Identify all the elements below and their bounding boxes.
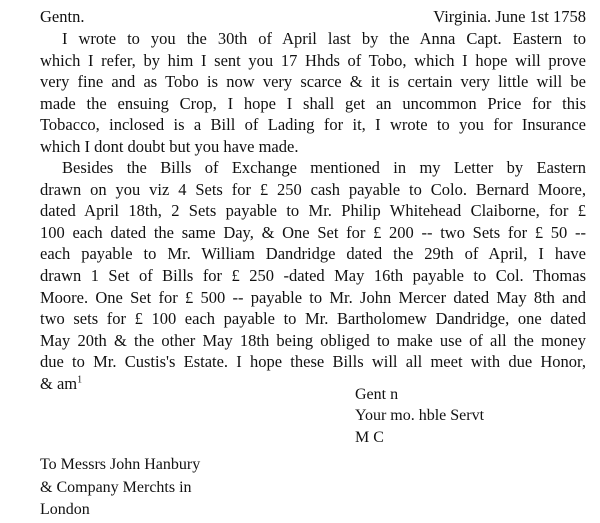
footnote-mark[interactable]: 1 — [77, 374, 83, 386]
closing-servant: Your mo. hble Servt — [355, 407, 485, 425]
paragraph-line: very fine and as Tobo is now very scarce & it is certain very little will be — [40, 72, 586, 92]
paragraph-line: May 20th & the other May 18th being obliged to make use of all the money — [40, 330, 586, 350]
address-line: & Company Merchts in — [40, 478, 192, 496]
paragraph-line: each payable to Mr. William Dandridge dated the 29th of April, I have — [40, 244, 586, 264]
paragraph-2 — [40, 157, 586, 395]
paragraph-line: two sets for £ 100 each payable to Mr. Bartholomew Dandridge, one dated — [40, 309, 586, 329]
closing-salutation: Gent n — [355, 386, 399, 403]
signature-initials: M C — [355, 428, 384, 446]
paragraph-line: dated April 18th, 2 Sets payable to Mr. Philip Whitehead Claiborne, for £ — [40, 201, 586, 221]
paragraph-1 — [40, 28, 586, 158]
paragraph-line: Tobacco, inclosed is a Bill of Lading for it, I wrote to you for Insurance — [40, 115, 586, 135]
paragraph-line: due to Mr. Custis's Estate. I hope these Bills will all meet with due Honor, — [40, 352, 586, 372]
closing-block — [355, 384, 484, 448]
paragraph-line: which I refer, by him I sent you 17 Hhds of Tobo, which I hope will prove — [40, 50, 586, 70]
paragraph-line: which I dont doubt but you have made. — [40, 136, 299, 156]
paragraph-end-text: & am — [40, 373, 78, 393]
paragraph-line-last — [40, 373, 586, 395]
address-line: To Messrs John Hanbury — [40, 456, 201, 473]
paragraph-line: drawn on you viz 4 Sets for £ 250 cash payable to Colo. Bernard Moore, — [40, 179, 586, 199]
recipient-address — [40, 454, 200, 522]
paragraph-line: drawn 1 Set of Bills for £ 250 -dated May 16th payable to Col. Thomas — [40, 265, 586, 285]
paragraph-line: Moore. One Set for £ 500 -- payable to Mr. John Mercer dated May 8th and — [40, 287, 586, 307]
paragraph-line: 100 each dated the same Day, & One Set for £ 200 -- two Sets for £ 50 -- — [40, 222, 586, 242]
paragraph-line: made the ensuing Crop, I hope I shall get an uncommon Price for this — [40, 93, 586, 113]
paragraph-line: Besides the Bills of Exchange mentioned in my Letter by Eastern — [62, 158, 586, 177]
paragraph-line: I wrote to you the 30th of April last by the Anna Capt. Eastern to — [62, 29, 586, 48]
address-line: London — [40, 501, 90, 519]
dateline: Virginia. June 1st 1758 — [433, 7, 586, 26]
salutation: Gentn. — [40, 7, 85, 26]
letter-header — [40, 6, 586, 28]
